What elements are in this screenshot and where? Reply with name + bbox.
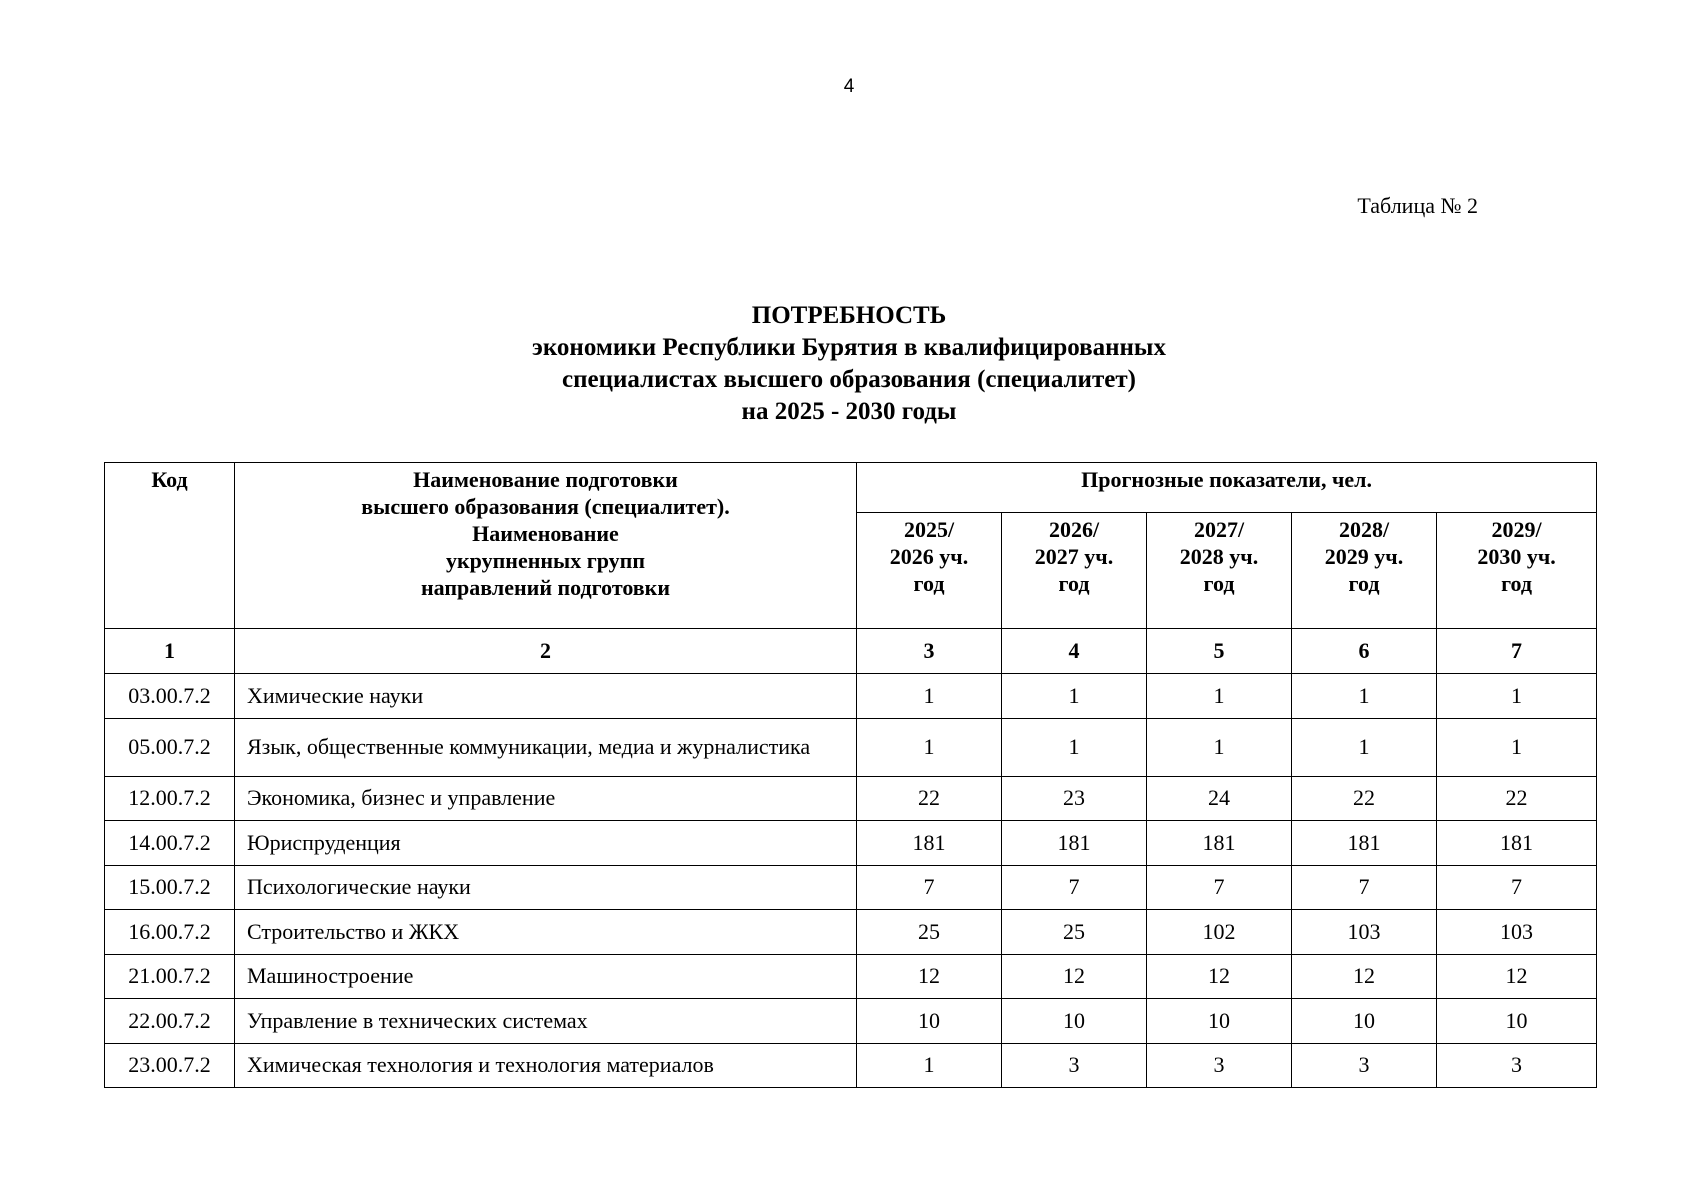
row-name: Химическая технология и технология материалов	[235, 1043, 857, 1088]
row-value: 10	[1292, 999, 1437, 1044]
row-value: 25	[1002, 910, 1147, 955]
row-name: Психологические науки	[235, 865, 857, 910]
row-code: 22.00.7.2	[105, 999, 235, 1044]
row-name: Управление в технических системах	[235, 999, 857, 1044]
header-year-2029: 2029/ 2030 уч. год	[1437, 513, 1597, 629]
row-value: 10	[857, 999, 1002, 1044]
row-value: 7	[1292, 865, 1437, 910]
row-code: 05.00.7.2	[105, 718, 235, 776]
title-line-2: экономики Республики Бурятия в квалифицированных	[532, 334, 1166, 361]
row-value: 7	[1147, 865, 1292, 910]
table-row	[105, 954, 1597, 999]
column-number: 2	[235, 629, 857, 674]
row-code: 14.00.7.2	[105, 821, 235, 866]
table-label: Таблица № 2	[1357, 193, 1478, 218]
header-row-1	[105, 463, 1597, 513]
row-value: 1	[857, 674, 1002, 719]
title-line-4: на 2025 - 2030 годы	[741, 398, 957, 425]
header-year-2027: 2027/ 2028 уч. год	[1147, 513, 1292, 629]
row-value: 10	[1002, 999, 1147, 1044]
header-forecast: Прогнозные показатели, чел.	[857, 463, 1597, 513]
row-value: 24	[1147, 776, 1292, 821]
row-value: 10	[1147, 999, 1292, 1044]
column-number: 6	[1292, 629, 1437, 674]
row-value: 12	[1002, 954, 1147, 999]
column-number: 7	[1437, 629, 1597, 674]
title-line-3: специалистах высшего образования (специалитет)	[562, 366, 1136, 393]
row-name: Строительство и ЖКХ	[235, 910, 857, 955]
row-value: 181	[1002, 821, 1147, 866]
row-value: 10	[1437, 999, 1597, 1044]
row-value: 181	[1292, 821, 1437, 866]
row-value: 1	[857, 718, 1002, 776]
row-name: Язык, общественные коммуникации, медиа и журналистика	[235, 718, 857, 776]
row-code: 21.00.7.2	[105, 954, 235, 999]
header-year-2025: 2025/ 2026 уч. год	[857, 513, 1002, 629]
column-number: 1	[105, 629, 235, 674]
header-year-2028: 2028/ 2029 уч. год	[1292, 513, 1437, 629]
row-code: 16.00.7.2	[105, 910, 235, 955]
column-number: 5	[1147, 629, 1292, 674]
row-value: 103	[1292, 910, 1437, 955]
header-name	[235, 463, 857, 629]
row-code: 15.00.7.2	[105, 865, 235, 910]
demand-table	[104, 462, 1597, 1088]
table-row	[105, 1043, 1597, 1088]
header-code: Код	[105, 463, 235, 629]
row-code: 12.00.7.2	[105, 776, 235, 821]
header-name-line-5: направлений подготовки	[420, 575, 671, 600]
title-line-1: ПОТРЕБНОСТЬ	[751, 302, 947, 329]
row-value: 25	[857, 910, 1002, 955]
table-row	[105, 674, 1597, 719]
header-year-2026: 2026/ 2027 уч. год	[1002, 513, 1147, 629]
row-code: 03.00.7.2	[105, 674, 235, 719]
row-value: 102	[1147, 910, 1292, 955]
row-value: 22	[1292, 776, 1437, 821]
row-value: 7	[1002, 865, 1147, 910]
row-value: 12	[857, 954, 1002, 999]
document-title	[0, 300, 1698, 428]
row-value: 12	[1437, 954, 1597, 999]
table-row	[105, 910, 1597, 955]
table-row	[105, 776, 1597, 821]
row-value: 1	[1437, 718, 1597, 776]
row-value: 22	[1437, 776, 1597, 821]
header-name-line-1: Наименование подготовки	[413, 467, 678, 492]
row-value: 12	[1147, 954, 1292, 999]
row-name: Машиностроение	[235, 954, 857, 999]
row-value: 7	[1437, 865, 1597, 910]
page-number: 4	[843, 76, 855, 97]
table-row	[105, 718, 1597, 776]
row-value: 181	[1147, 821, 1292, 866]
row-value: 23	[1002, 776, 1147, 821]
row-name: Химические науки	[235, 674, 857, 719]
row-value: 1	[857, 1043, 1002, 1088]
row-value: 181	[1437, 821, 1597, 866]
row-value: 181	[857, 821, 1002, 866]
row-value: 1	[1002, 674, 1147, 719]
column-number: 3	[857, 629, 1002, 674]
row-value: 1	[1147, 674, 1292, 719]
row-value: 1	[1437, 674, 1597, 719]
header-name-line-4: укрупненных групп	[445, 548, 646, 573]
row-value: 22	[857, 776, 1002, 821]
header-name-line-3: Наименование	[472, 521, 619, 546]
table-row	[105, 999, 1597, 1044]
row-value: 3	[1437, 1043, 1597, 1088]
row-value: 103	[1437, 910, 1597, 955]
table-row	[105, 865, 1597, 910]
row-code: 23.00.7.2	[105, 1043, 235, 1088]
column-number-row	[105, 629, 1597, 674]
column-number: 4	[1002, 629, 1147, 674]
row-value: 3	[1147, 1043, 1292, 1088]
row-value: 1	[1002, 718, 1147, 776]
row-value: 12	[1292, 954, 1437, 999]
row-value: 1	[1292, 718, 1437, 776]
row-value: 1	[1292, 674, 1437, 719]
row-name: Экономика, бизнес и управление	[235, 776, 857, 821]
row-value: 7	[857, 865, 1002, 910]
row-value: 1	[1147, 718, 1292, 776]
row-name: Юриспруденция	[235, 821, 857, 866]
header-name-line-2: высшего образования (специалитет).	[361, 494, 730, 519]
row-value: 3	[1002, 1043, 1147, 1088]
table-row	[105, 821, 1597, 866]
row-value: 3	[1292, 1043, 1437, 1088]
